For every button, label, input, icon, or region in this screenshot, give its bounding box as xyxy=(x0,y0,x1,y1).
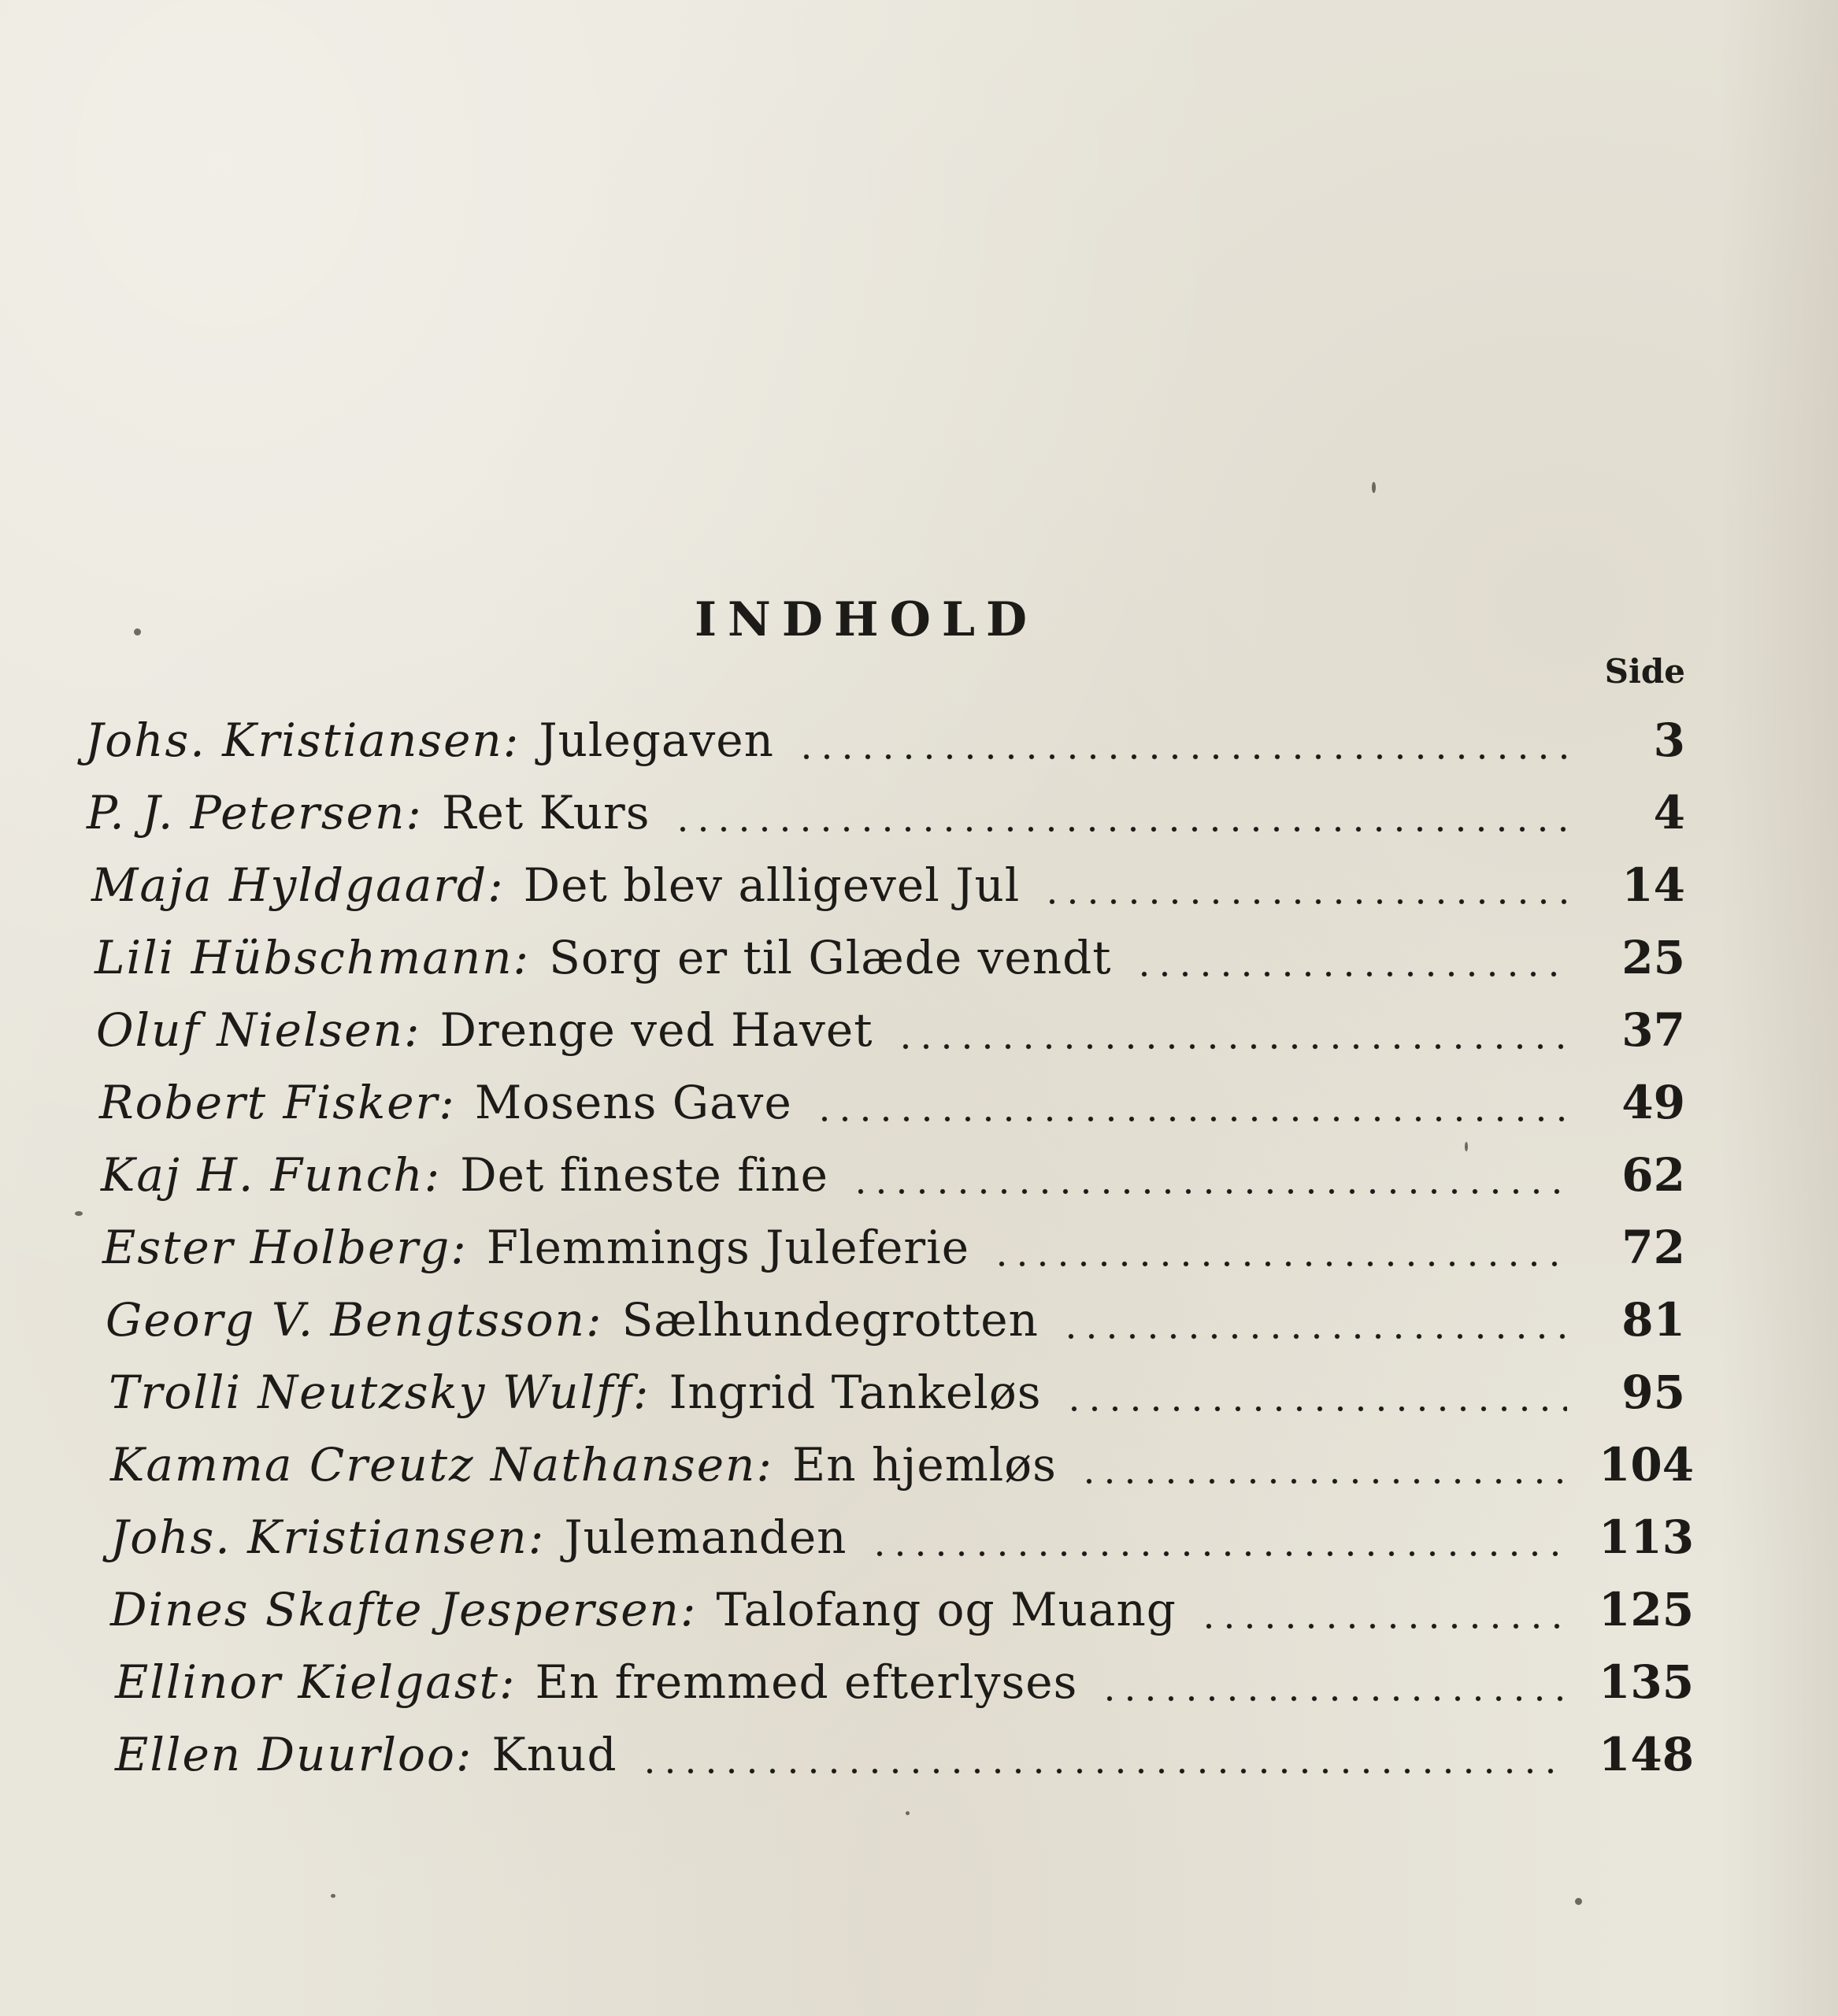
toc-author: Trolli Neutzsky Wulff: xyxy=(109,1366,650,1419)
toc-story-title: Knud xyxy=(491,1728,617,1781)
paper-speck xyxy=(75,1211,83,1216)
toc-page-number: 72 xyxy=(1621,1221,1685,1274)
toc-story-title: Flemmings Juleferie xyxy=(486,1221,970,1274)
dot-leader xyxy=(1061,1288,1567,1351)
toc-entry xyxy=(115,1651,1695,1714)
dot-leader xyxy=(850,1143,1567,1206)
toc-author: Lili Hübschmann: xyxy=(94,931,531,984)
toc-author: Robert Fisker: xyxy=(99,1076,456,1129)
dot-leader xyxy=(1064,1361,1567,1424)
toc-author: Ellen Duurloo: xyxy=(115,1728,473,1781)
page-title: INDHOLD xyxy=(694,592,1039,647)
toc-page-number: 14 xyxy=(1621,858,1685,912)
toc-author: Georg V. Bengtsson: xyxy=(106,1293,603,1347)
toc-page-number: 135 xyxy=(1599,1655,1695,1709)
toc-page-number: 81 xyxy=(1621,1293,1685,1347)
toc-story-title: Sælhundegrotten xyxy=(621,1293,1039,1347)
toc-entry xyxy=(106,1288,1685,1351)
page-column-label: Side xyxy=(1604,652,1685,691)
toc-story-title: Julegaven xyxy=(539,713,774,767)
toc-entry xyxy=(91,854,1685,917)
dot-leader xyxy=(1099,1651,1567,1714)
dot-leader xyxy=(1079,1433,1567,1496)
paper-speck xyxy=(1575,1898,1582,1905)
toc-author: Dines Skafte Jespersen: xyxy=(110,1583,698,1636)
toc-story-title: Det fineste fine xyxy=(460,1148,828,1202)
toc-author: Ellinor Kielgast: xyxy=(115,1655,517,1709)
toc-author: Maja Hyldgaard: xyxy=(91,858,505,912)
toc-story-title: En hjemløs xyxy=(791,1438,1057,1492)
toc-story-title: Julemanden xyxy=(564,1510,847,1564)
paper-speck xyxy=(1372,482,1376,493)
toc-story-title: Ingrid Tankeløs xyxy=(669,1366,1042,1419)
page-edge-shadow xyxy=(1720,0,1838,2016)
toc-page-number: 95 xyxy=(1621,1366,1685,1419)
paper-speck xyxy=(331,1894,335,1898)
toc-author: Ester Holberg: xyxy=(102,1221,468,1274)
toc-entry xyxy=(109,1361,1685,1424)
toc-entry xyxy=(110,1506,1695,1569)
toc-page-number: 104 xyxy=(1599,1438,1695,1492)
toc-page-number: 25 xyxy=(1621,931,1685,984)
toc-entry xyxy=(110,1578,1695,1641)
dot-leader xyxy=(639,1723,1567,1786)
toc-story-title: Det blev alligevel Jul xyxy=(523,858,1021,912)
toc-entry xyxy=(85,709,1685,772)
toc-entry xyxy=(94,926,1685,989)
toc-author: Johs. Kristiansen: xyxy=(85,713,521,767)
toc-entry xyxy=(87,781,1685,844)
dot-leader xyxy=(895,999,1567,1062)
toc-author: Johs. Kristiansen: xyxy=(110,1510,546,1564)
dot-leader xyxy=(796,709,1567,772)
toc-author: Kamma Creutz Nathansen: xyxy=(110,1438,773,1492)
toc-story-title: Sorg er til Glæde vendt xyxy=(549,931,1112,984)
dot-leader xyxy=(673,781,1568,844)
toc-entry xyxy=(96,999,1685,1062)
toc-entry xyxy=(110,1433,1695,1496)
toc-page-number: 4 xyxy=(1653,786,1685,839)
toc-entry xyxy=(115,1723,1695,1786)
toc-author: Kaj H. Funch: xyxy=(101,1148,442,1202)
toc-page-number: 62 xyxy=(1621,1148,1685,1202)
dot-leader xyxy=(869,1506,1567,1569)
toc-page-number: 125 xyxy=(1599,1583,1695,1636)
toc-story-title: Mosens Gave xyxy=(474,1076,792,1129)
dot-leader xyxy=(1134,926,1567,989)
toc-story-title: Talofang og Muang xyxy=(716,1583,1177,1636)
toc-page-number: 3 xyxy=(1653,713,1685,767)
toc-page-number: 49 xyxy=(1621,1076,1685,1129)
toc-author: P. J. Petersen: xyxy=(87,786,423,839)
dot-leader xyxy=(1042,854,1567,917)
toc-entry xyxy=(102,1216,1685,1279)
toc-story-title: En fremmed efterlyses xyxy=(535,1655,1078,1709)
toc-author: Oluf Nielsen: xyxy=(96,1003,421,1057)
toc-entry xyxy=(101,1143,1685,1206)
dot-leader xyxy=(1199,1578,1567,1641)
toc-story-title: Ret Kurs xyxy=(441,786,650,839)
paper-speck xyxy=(906,1811,910,1815)
dot-leader xyxy=(814,1071,1567,1134)
dot-leader xyxy=(991,1216,1567,1279)
toc-page-number: 148 xyxy=(1599,1728,1695,1781)
toc-page-number: 113 xyxy=(1599,1510,1695,1564)
toc-story-title: Drenge ved Havet xyxy=(439,1003,873,1057)
toc-page-number: 37 xyxy=(1621,1003,1685,1057)
toc-entry xyxy=(99,1071,1685,1134)
